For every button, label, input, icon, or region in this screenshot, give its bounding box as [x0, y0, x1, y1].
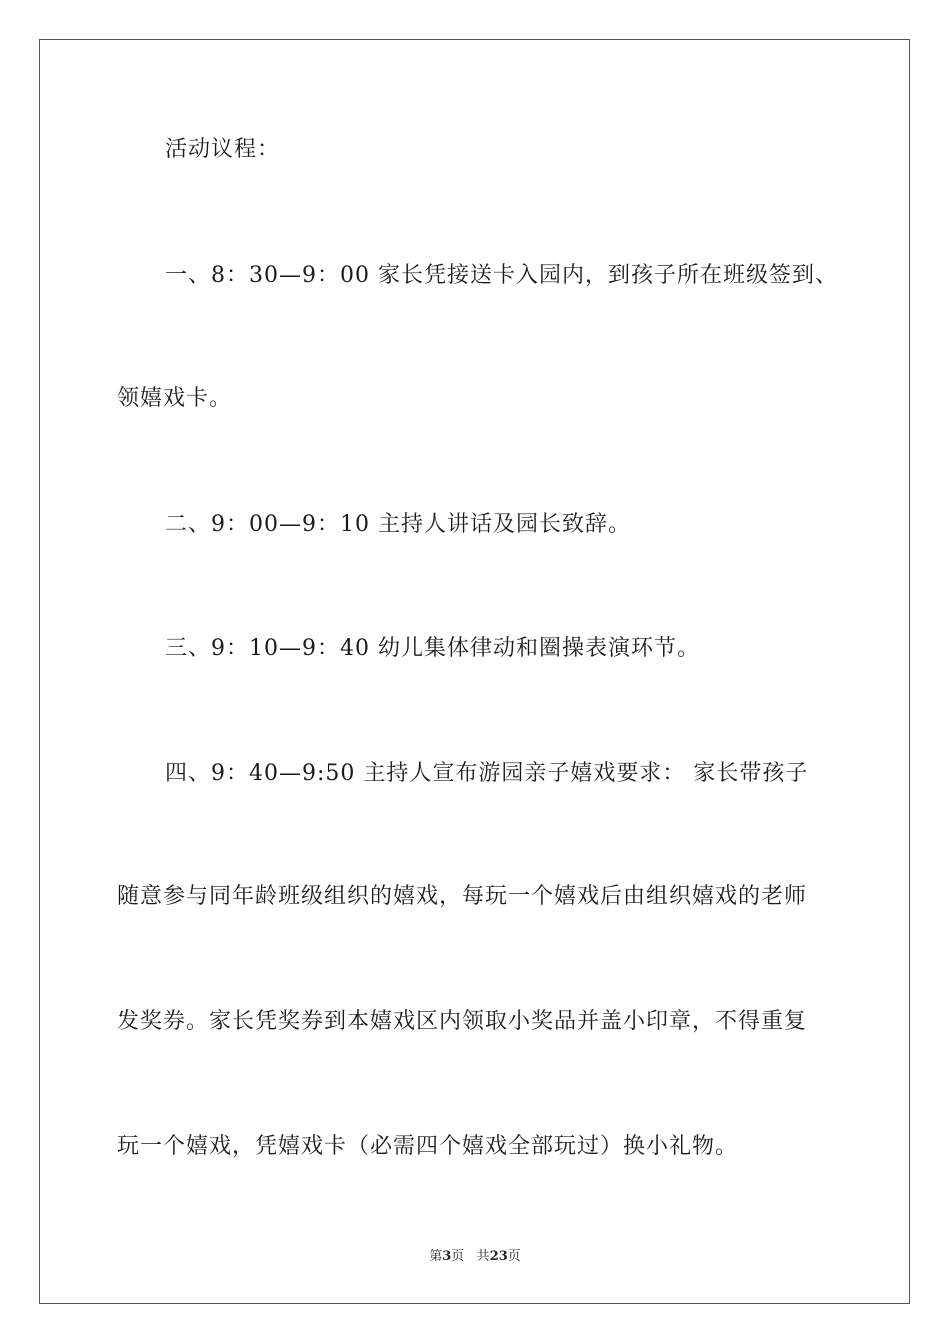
- agenda-item-4-line-2: 随意参与同年龄班级组织的嬉戏，每玩一个嬉戏后由组织嬉戏的老师: [117, 884, 808, 909]
- page-border: [39, 39, 910, 1304]
- agenda-item-4-line-3: 发奖券。家长凭奖券到本嬉戏区内领取小奖品并盖小印章，不得重复: [117, 1009, 808, 1034]
- page-prefix: 第: [429, 1249, 443, 1264]
- total-prefix: 共: [476, 1249, 490, 1264]
- agenda-item-1-continued: 领嬉戏卡。: [117, 386, 233, 411]
- total-page-count: 23: [489, 1249, 508, 1264]
- page-footer: [0, 1248, 950, 1266]
- total-unit: 页: [507, 1249, 521, 1264]
- agenda-item-4-line-4: 玩一个嬉戏，凭嬉戏卡（必需四个嬉戏全部玩过）换小礼物。: [117, 1134, 739, 1159]
- agenda-heading: 活动议程：: [165, 137, 281, 162]
- page-unit: 页: [451, 1249, 465, 1264]
- agenda-item-1: 一、8：30—9：00 家长凭接送卡入园内，到孩子所在班级签到、: [165, 263, 838, 288]
- agenda-item-3: 三、9：10—9：40 幼儿集体律动和圈操表演环节。: [165, 636, 700, 661]
- agenda-item-4: 四、9：40—9:50 主持人宣布游园亲子嬉戏要求： 家长带孩子: [165, 761, 809, 786]
- current-page-number: 3: [442, 1249, 452, 1264]
- agenda-item-2: 二、9：00—9：10 主持人讲话及园长致辞。: [165, 512, 631, 537]
